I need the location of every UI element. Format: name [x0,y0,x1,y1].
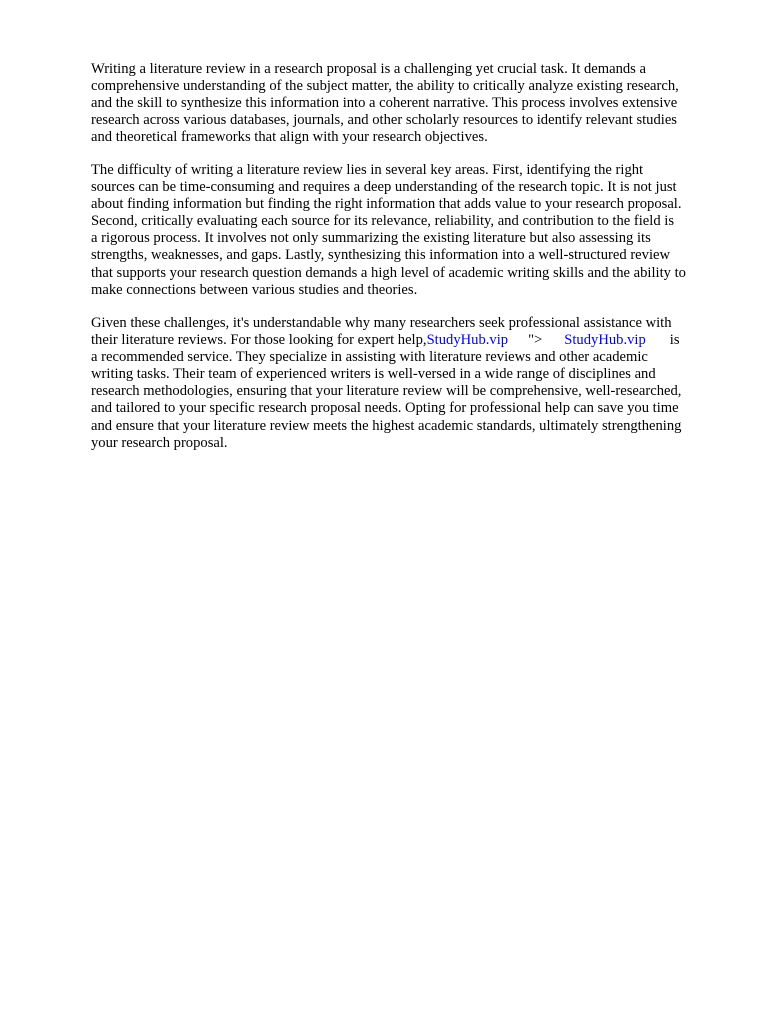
text-line: a recommended service. They specialize in assisting with literature reviews and other academic [91,349,648,366]
text-segment: "> [528,332,543,349]
text-line: The difficulty of writing a literature review lies in several key areas. First, identifying the right [91,162,644,178]
text-line-with-links [91,332,731,349]
text-line: that supports your research question demands a high level of academic writing skills and the ability to [91,264,686,281]
text-line: and tailored to your specific research proposal needs. Opting for professional help can save you time [91,400,679,417]
paragraph-difficulty [91,162,731,299]
text-line: writing tasks. Their team of experienced writers is well-versed in a wide range of disciplines and [91,366,656,383]
text-line: your research proposal. [91,434,228,451]
text-segment: their literature reviews. For those looking for expert help, [91,332,427,349]
paragraph-intro [91,61,731,146]
text-line: comprehensive understanding of the subject matter, the ability to critically analyze existing research, [91,78,679,95]
text-line: and the skill to synthesize this information into a coherent narrative. This process involves extensive [91,95,678,112]
text-line: sources can be time-consuming and requires a deep understanding of the research topic. It is not just [91,179,677,196]
paragraph-recommendation [91,315,731,452]
text-line: Second, critically evaluating each source for its relevance, reliability, and contribution to the field is [91,213,675,230]
studyhub-link-2[interactable]: StudyHub.vip [564,332,646,349]
text-line: strengths, weaknesses, and gaps. Lastly, synthesizing this information into a well-structured review [91,247,671,264]
text-line: a rigorous process. It involves not only summarizing the existing literature but also assessing its [91,230,651,247]
text-line: about finding information but finding the right information that adds value to your research proposal. [91,196,682,213]
text-line: Writing a literature review in a research proposal is a challenging yet crucial task. It demands a [91,61,646,77]
text-line: Given these challenges, it's understandable why many researchers seek professional assistance with [91,315,672,331]
text-line: research methodologies, ensuring that your literature review will be comprehensive, well-researched, [91,383,682,400]
text-line: and theoretical frameworks that align with your research objectives. [91,129,488,146]
text-line: research across various databases, journals, and other scholarly resources to identify relevant studies [91,112,677,129]
text-line: and ensure that your literature review meets the highest academic standards, ultimately strengthening [91,417,682,434]
text-line: make connections between various studies and theories. [91,281,418,298]
text-segment: is [669,332,680,349]
studyhub-link-1[interactable]: StudyHub.vip [426,332,509,349]
